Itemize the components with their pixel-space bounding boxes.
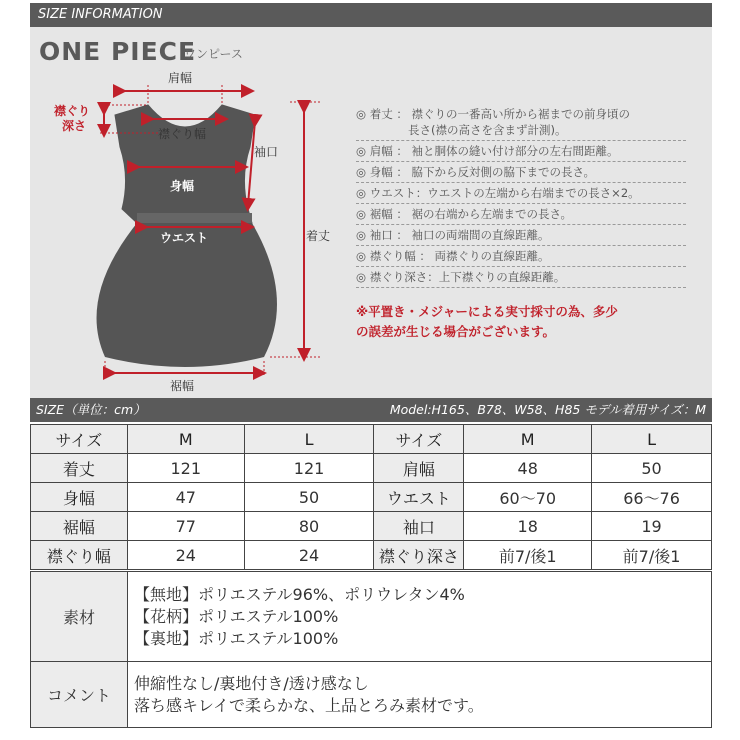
table-row [31,454,712,483]
legend-item: ◎ 裾幅 ： 裾の右端から左端までの長さ。 [356,204,686,225]
size-unit-bar [30,398,712,422]
table-cell: M [127,425,244,454]
table-cell: 肩幅 [374,454,464,483]
legend-item: ◎ ウエスト：ウエストの左端から右端までの長さ×2。 [356,183,686,204]
diagram-panel [30,27,712,398]
header-title: SIZE INFORMATION [38,7,163,22]
info-table [30,571,712,728]
armhole-label: 袖口 [254,145,279,159]
dress-waistband [137,213,252,223]
comment-value: 伸縮性なし/裏地付き/透け感なし 落ち感キレイで柔らかな、上品とろみ素材です。 [128,662,712,728]
legend-item: ◎ 襟ぐり深さ：上下襟ぐりの直線距離。 [356,267,686,288]
measurement-legend [356,104,686,288]
table-cell: 66〜76 [592,483,712,512]
table-cell: 50 [592,454,712,483]
model-info: Model:H165、B78、W58、H85 モデル着用サイズ：M [389,402,706,417]
body-width-label: 身幅 [170,179,195,193]
size-information-header [30,3,712,27]
table-cell: 裾幅 [31,512,128,541]
table-cell: 60〜70 [464,483,592,512]
table-cell: 80 [244,512,374,541]
table-cell: ウエスト [374,483,464,512]
table-row [31,512,712,541]
table-cell: M [464,425,592,454]
table-cell: 121 [244,454,374,483]
neck-depth-label-2: 深さ [62,119,87,133]
table-cell: 24 [127,541,244,570]
table-cell: 47 [127,483,244,512]
table-row [31,483,712,512]
material-value: 【無地】ポリエステル96%、ポリウレタン4% 【花柄】ポリエステル100% 【裏地】ポリエステル100% [128,572,712,662]
table-cell: 襟ぐり幅 [31,541,128,570]
table-cell: 121 [127,454,244,483]
comment-row [31,662,712,728]
hem-label: 裾幅 [170,379,195,393]
legend-item: ◎ 袖口 ： 袖口の両端間の直線距離。 [356,225,686,246]
comment-label: コメント [31,662,128,728]
dress-silhouette [115,105,255,223]
size-table [30,424,712,570]
measurement-note: ※平置き・メジャーによる実寸採寸の為、多少 の誤差が生じる場合がございます。 [356,304,618,339]
table-cell: L [592,425,712,454]
table-cell: 前7/後1 [592,541,712,570]
table-cell: 身幅 [31,483,128,512]
legend-item: ◎ 襟ぐり幅 ： 両襟ぐりの直線距離。 [356,246,686,267]
legend-item: ◎ 着丈 ： 襟ぐりの一番高い所から裾までの前身頃の 長さ(襟の高さを含まず計測)。 [356,104,686,141]
table-cell: L [244,425,374,454]
table-row [31,541,712,570]
table-cell: 77 [127,512,244,541]
table-cell: 19 [592,512,712,541]
material-label: 素材 [31,572,128,662]
table-cell: 18 [464,512,592,541]
legend-item: ◎ 肩幅 ： 袖と胴体の縫い付け部分の左右間距離。 [356,141,686,162]
table-row [31,425,712,454]
table-cell: サイズ [31,425,128,454]
table-cell: 48 [464,454,592,483]
table-cell: 着丈 [31,454,128,483]
table-cell: 前7/後1 [464,541,592,570]
table-cell: 襟ぐり深さ [374,541,464,570]
neck-width-label: 襟ぐり幅 [158,127,207,141]
table-cell: サイズ [374,425,464,454]
legend-item: ◎ 身幅 ： 脇下から反対側の脇下までの長さ。 [356,162,686,183]
material-row [31,572,712,662]
table-cell: 50 [244,483,374,512]
product-type-title: ONE PIECE [39,37,197,66]
table-cell: 袖口 [374,512,464,541]
neck-depth-label-1: 襟ぐり [54,104,91,118]
waist-label: ウエスト [160,231,209,245]
product-type-subtitle: ワンピース [184,47,243,61]
size-unit-label: SIZE（単位：cm） [36,402,146,417]
table-cell: 24 [244,541,374,570]
length-label: 着丈 [306,229,331,243]
shoulder-label: 肩幅 [168,71,193,85]
